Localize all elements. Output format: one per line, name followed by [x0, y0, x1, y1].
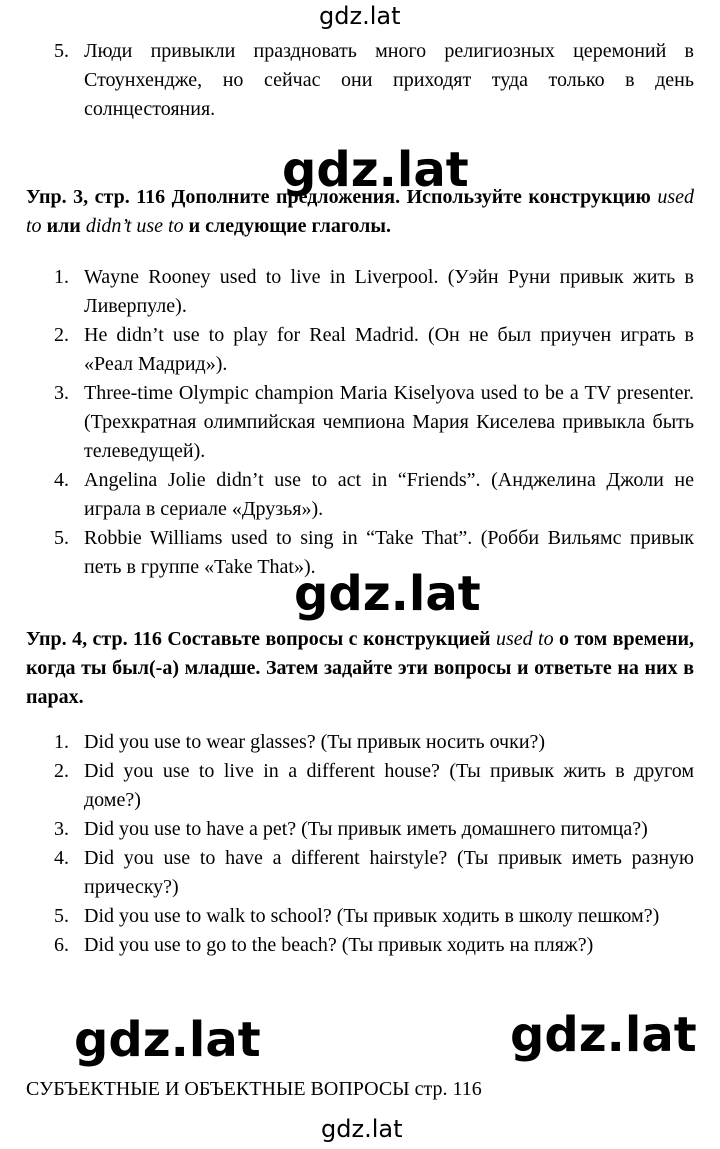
item-text: Did you use to have a pet? (Ты привык иметь домашнего питомца?) [84, 818, 648, 840]
exercise-4 [26, 625, 694, 960]
heading-part: Упр. 4, стр. 116 Составьте вопросы с конструкцией [26, 628, 496, 650]
item-text: Three-time Olympic champion Maria Kiselyova used to be a TV presenter. (Трехкратная олимпийская чемпиона Мария Киселева привыкла быть телеведущей). [84, 382, 694, 462]
item-text: Robbie Williams used to sing in “Take That”. (Робби Вильямс привык петь в группе «Take That»). [84, 527, 694, 578]
item-text: Did you use to wear glasses? (Ты привык носить очки?) [84, 731, 546, 753]
watermark-middle-1: gdz.lat [282, 142, 469, 198]
item-text: He didn’t use to play for Real Madrid. (Он не был приучен играть в «Реал Мадрид»). [84, 324, 694, 375]
watermark-bottom-right: gdz.lat [510, 1007, 697, 1063]
item-text: Angelina Jolie didn’t use to act in “Friends”. (Анджелина Джоли не играла в сериале «Друзья»). [84, 469, 694, 520]
heading-part: Упр. 3, стр. 116 Дополните предложения. Используйте конструкцию [26, 186, 658, 208]
item-number: 5. [54, 905, 69, 927]
watermark-middle-2: gdz.lat [294, 566, 481, 622]
list-item [26, 931, 694, 960]
item-text: Did you use to walk to school? (Ты привык ходить в школу пешком?) [84, 905, 660, 927]
list-item [26, 902, 694, 931]
item-text: Wayne Rooney used to live in Liverpool. (Уэйн Руни привык жить в Ливерпуле). [84, 266, 694, 317]
list-item [26, 728, 694, 757]
exercise-4-list [26, 728, 694, 960]
heading-part: и следующие глаголы. [183, 215, 391, 237]
watermark-top: gdz.lat [319, 2, 401, 30]
heading-italic: used to [26, 186, 694, 237]
item-number: 5. [54, 40, 69, 62]
item-text: Did you use to go to the beach? (Ты привык ходить на пляж?) [84, 934, 594, 956]
exercise-3 [26, 183, 694, 582]
section-title: СУБЪЕКТНЫЕ И ОБЪЕКТНЫЕ ВОПРОСЫ стр. 116 [26, 1078, 482, 1100]
exercise-4-heading [26, 625, 694, 712]
item-number: 1. [54, 266, 69, 288]
list-item [26, 263, 694, 321]
watermark-footer: gdz.lat [321, 1115, 403, 1143]
item-number: 4. [54, 847, 69, 869]
item-number: 6. [54, 934, 69, 956]
item-number: 3. [54, 382, 69, 404]
heading-italic: didn’t use to [85, 215, 184, 237]
list-item [26, 379, 694, 466]
item-number: 2. [54, 324, 69, 346]
item-number: 5. [54, 527, 69, 549]
item-number: 2. [54, 760, 69, 782]
list-item [26, 815, 694, 844]
heading-part: или [41, 215, 86, 237]
item-number: 3. [54, 818, 69, 840]
item-number: 1. [54, 731, 69, 753]
top-item-section [26, 37, 694, 124]
exercise-3-list [26, 263, 694, 582]
heading-italic: used to [495, 628, 554, 650]
heading-part: о том времени, когда ты был(-а) младше. Затем задайте эти вопросы и ответьте на них в парах. [26, 628, 695, 708]
list-item [26, 844, 694, 902]
list-item [26, 757, 694, 815]
list-item [26, 321, 694, 379]
item-text: Did you use to live in a different house? (Ты привык жить в другом доме?) [84, 760, 694, 811]
list-item [26, 37, 694, 124]
item-text: Люди привыкли праздновать много религиозных церемоний в Стоунхендже, но сейчас они приходят туда только в день солнцестояния. [84, 40, 694, 120]
watermark-bottom-left: gdz.lat [74, 1012, 261, 1068]
item-text: Did you use to have a different hairstyle? (Ты привык иметь разную прическу?) [84, 847, 694, 898]
item-number: 4. [54, 469, 69, 491]
list-item [26, 466, 694, 524]
